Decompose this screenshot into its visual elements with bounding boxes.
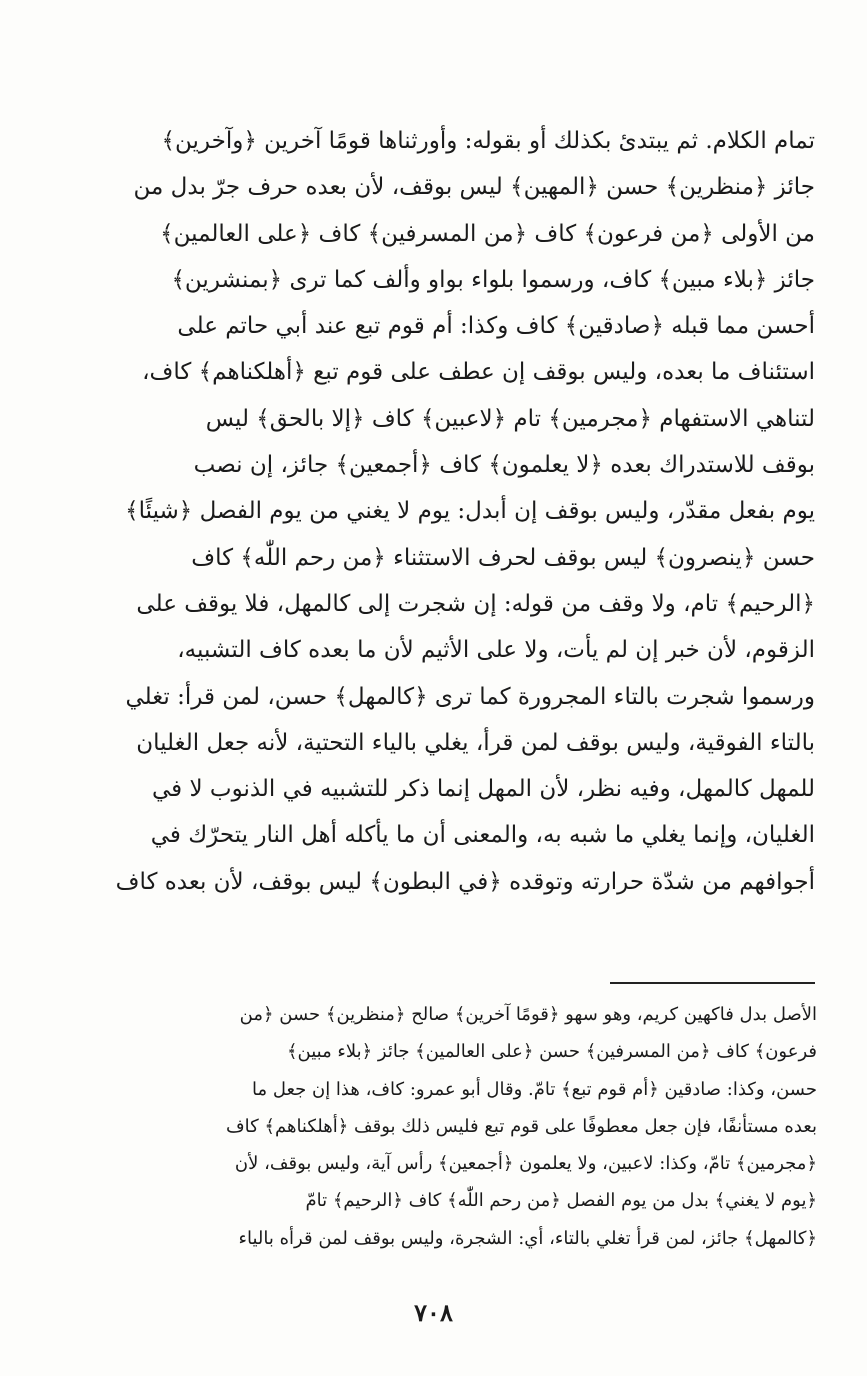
footnote-line: ﴿يوم لا يغني﴾ بدل من يوم الفصل ﴿من رحم اللّٰه﴾ كاف ﴿الرحيم﴾ تامّ <box>305 1190 817 1212</box>
main-text-line: استئناف ما بعده، وليس بوقف إن عطف على قوم تبع ﴿أهلكناهم﴾ كاف، <box>142 359 815 386</box>
footnotes <box>55 996 817 1257</box>
main-text-line: بوقف للاستدراك بعده ﴿لا يعلمون﴾ كاف ﴿أجمعين﴾ جائز، إن نصب <box>193 452 815 479</box>
footnote-separator <box>610 982 815 984</box>
footnote-line: بعده مستأنفًا، فإن جعل معطوفًا على قوم تبع فليس ذلك بوقف ﴿أهلكناهم﴾ كاف <box>225 1115 817 1137</box>
main-text-line: ورسموا شجرت بالتاء المجرورة كما ترى ﴿كالمهل﴾ حسن، لمن قرأ: تغلي <box>125 683 815 710</box>
footnote-line: الأصل بدل فاكهين كريم، وهو سهو ﴿قومًا آخرين﴾ صالح ﴿منظرين﴾ حسن ﴿من <box>239 1004 817 1025</box>
main-text-line: أجوافهم من شدّة حرارته وتوقده ﴿في البطون﴾ ليس بوقف، لأن بعده كاف <box>115 868 815 895</box>
main-text-line: لتناهي الاستفهام ﴿مجرمين﴾ تام ﴿لاعبين﴾ كاف ﴿إلا بالحق﴾ ليس <box>205 405 815 432</box>
main-text-line: جائز ﴿بلاء مبين﴾ كاف، ورسموا بلواء بواو وألف كما ترى ﴿بمنشرين﴾ <box>171 266 815 293</box>
main-text-line: بالتاء الفوقية، وليس بوقف لمن قرأ، يغلي بالياء التحتية، لأنه جعل الغليان <box>136 729 815 756</box>
main-text-line: تمام الكلام. ثم يبتدئ بكذلك أو بقوله: وأورثناها قومًا آخرين ﴿وآخرين﴾ <box>161 128 815 154</box>
footnote-line: فرعون﴾ كاف ﴿من المسرفين﴾ حسن ﴿على العالمين﴾ جائز ﴿بلاء مبين﴾ <box>286 1041 817 1063</box>
main-text-line: أحسن مما قبله ﴿صادقين﴾ كاف وكذا: أم قوم تبع عند أبي حاتم على <box>177 313 815 340</box>
footnote-line: ﴿مجرمين﴾ تامّ، وكذا: لاعبين، ولا يعلمون ﴿أجمعين﴾ رأس آية، وليس بوقف، لأن <box>234 1153 817 1175</box>
main-text-line: حسن ﴿ينصرون﴾ ليس بوقف لحرف الاستثناء ﴿من رحم اللّٰه﴾ كاف <box>191 544 815 571</box>
main-text-line: الغليان، وإنما يغلي ما شبه به، والمعنى أن ما يأكله أهل النار يتحرّك في <box>150 822 815 849</box>
main-text-line: من الأولى ﴿من فرعون﴾ كاف ﴿من المسرفين﴾ كاف ﴿على العالمين﴾ <box>160 220 815 247</box>
page-number: ٧٠٨ <box>414 1298 453 1327</box>
main-text <box>60 118 815 905</box>
main-text-line: يوم بفعل مقدّر، وليس بوقف إن أبدل: يوم لا يغني من يوم الفصل ﴿شيئًا﴾ <box>125 498 815 525</box>
main-text-line: الزقوم، لأن خبر إن لم يأت، ولا على الأثيم لأن ما بعده كاف التشبيه، <box>177 637 815 664</box>
main-text-line: للمهل كالمهل، وفيه نظر، لأن المهل إنما ذكر للتشبيه في الذنوب لا في <box>152 776 815 803</box>
main-text-line: ﴿الرحيم﴾ تام، ولا وقف من قوله: إن شجرت إلى كالمهل، فلا يوقف على <box>136 590 815 617</box>
footnote-line: حسن، وكذا: صادقين ﴿أم قوم تبع﴾ تامّ. وقال أبو عمرو: كاف، هذا إن جعل ما <box>251 1078 817 1100</box>
main-text-line: جائز ﴿منظرين﴾ حسن ﴿المهين﴾ ليس بوقف، لأن بعده حرف جرّ بدل من <box>133 174 815 201</box>
footnote-line: ﴿كالمهل﴾ جائز، لمن قرأ تغلي بالتاء، أي: الشجرة، وليس بوقف لمن قرأه بالياء <box>238 1227 817 1249</box>
